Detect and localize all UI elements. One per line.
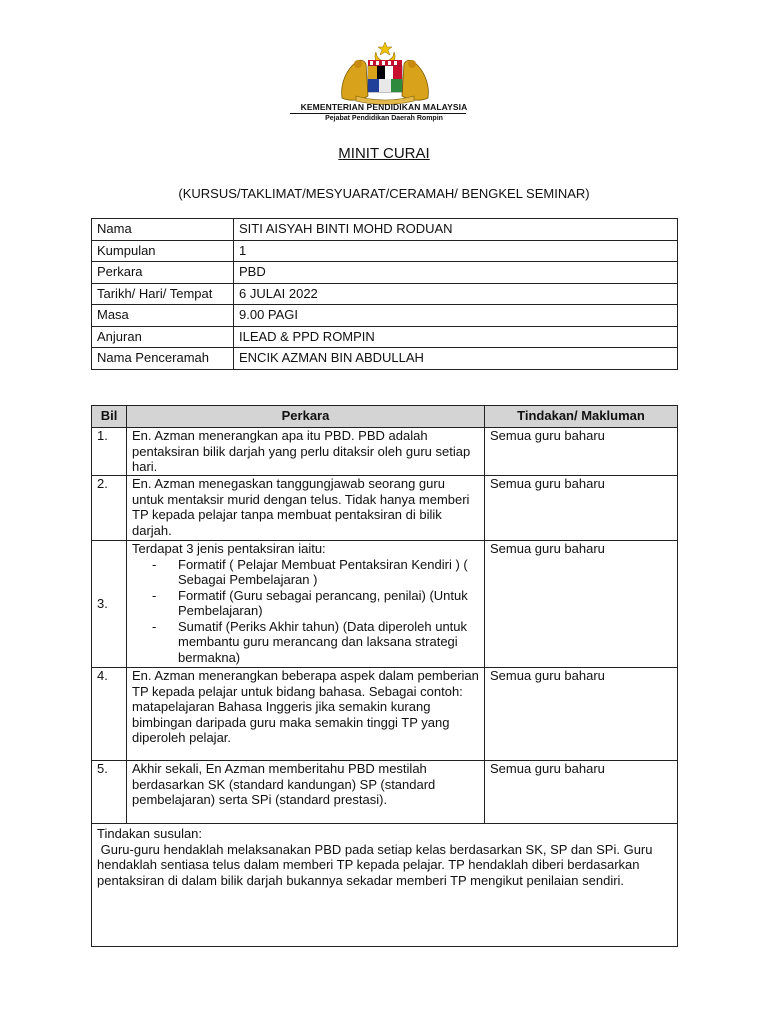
table-row [92, 668, 678, 761]
info-label: Anjuran [92, 326, 234, 348]
info-value: 1 [234, 240, 678, 262]
row-tindakan: Semua guru baharu [485, 476, 678, 541]
row-perkara-intro: Terdapat 3 jenis pentaksiran iaitu: [132, 541, 326, 556]
info-value: PBD [234, 262, 678, 284]
coat-of-arms-icon [336, 40, 434, 106]
list-item: - Formatif ( Pelajar Membuat Pentaksiran Kendiri ) ( Sebagai Pembelajaran ) [132, 557, 479, 588]
row-perkara: En. Azman menerangkan beberapa aspek dalam pemberian TP kepada pelajar untuk bidang bahasa. Sebagai contoh: matapelajaran Bahasa Inggeris jika semakin kurang bimbingan daripada guru maka semakin tinggi TP yang diperoleh pelajar. [127, 668, 485, 761]
table-row [92, 541, 678, 668]
header-divider [290, 113, 466, 114]
info-row-tarikh [92, 283, 678, 305]
info-label: Kumpulan [92, 240, 234, 262]
table-row [92, 476, 678, 541]
header-perkara: Perkara [127, 406, 485, 428]
info-row-perkara [92, 262, 678, 284]
row-tindakan: Semua guru baharu [485, 761, 678, 824]
row-bil: 3. [92, 541, 127, 668]
info-value: ENCIK AZMAN BIN ABDULLAH [234, 348, 678, 370]
row-tindakan: Semua guru baharu [485, 668, 678, 761]
info-row-kumpulan [92, 240, 678, 262]
list-item: - Sumatif (Periks Akhir tahun) (Data diperoleh untuk membantu guru merancang dan laksana strategi bermakna) [132, 619, 479, 666]
page-title: MINIT CURAI [338, 145, 430, 162]
row-perkara [127, 541, 485, 668]
assessment-type-list [132, 557, 479, 666]
info-table [91, 218, 678, 370]
table-row [92, 428, 678, 476]
info-label: Masa [92, 305, 234, 327]
info-label: Tarikh/ Hari/ Tempat [92, 283, 234, 305]
row-perkara: En. Azman menerangkan apa itu PBD. PBD adalah pentaksiran bilik darjah yang perlu ditaksir oleh guru setiap hari. [127, 428, 485, 476]
district-office-name: Pejabat Pendidikan Daerah Rompin [325, 115, 443, 122]
row-bil: 1. [92, 428, 127, 476]
followup-cell [92, 824, 678, 947]
info-row-nama [92, 219, 678, 241]
info-value: 9.00 PAGI [234, 305, 678, 327]
row-tindakan: Semua guru baharu [485, 541, 678, 668]
followup-row [92, 824, 678, 947]
row-perkara: En. Azman menegaskan tanggungjawab seorang guru untuk mentaksir murid dengan telus. Tidak hanya memberi TP kepada pelajar tanpa membuat pentaksiran di bilik darjah. [127, 476, 485, 541]
followup-label: Tindakan susulan: [97, 826, 203, 841]
info-label: Nama Penceramah [92, 348, 234, 370]
header-bil: Bil [92, 406, 127, 428]
info-value: SITI AISYAH BINTI MOHD RODUAN [234, 219, 678, 241]
row-tindakan: Semua guru baharu [485, 428, 678, 476]
row-bil: 5. [92, 761, 127, 824]
row-perkara: Akhir sekali, En Azman memberitahu PBD mestilah berdasarkan SK (standard kandungan) SP (standard pembelajaran) serta SPi (standard prestasi). [127, 761, 485, 824]
info-label: Nama [92, 219, 234, 241]
info-row-penceramah [92, 348, 678, 370]
table-row [92, 761, 678, 824]
page-subtitle: (KURSUS/TAKLIMAT/MESYUARAT/CERAMAH/ BENGKEL SEMINAR) [178, 186, 590, 201]
info-row-masa [92, 305, 678, 327]
header-tindakan: Tindakan/ Makluman [485, 406, 678, 428]
row-bil: 4. [92, 668, 127, 761]
info-value: 6 JULAI 2022 [234, 283, 678, 305]
info-row-anjuran [92, 326, 678, 348]
ministry-name: KEMENTERIAN PENDIDIKAN MALAYSIA [300, 102, 468, 112]
list-item: - Formatif (Guru sebagai perancang, penilai) (Untuk Pembelajaran) [132, 588, 479, 619]
info-value: ILEAD & PPD ROMPIN [234, 326, 678, 348]
followup-text: Guru-guru hendaklah melaksanakan PBD pada setiap kelas berdasarkan SK, SP dan SPi. Guru hendaklah sentiasa telus dalam memberi TP kepada pelajar. TP hendaklah diberi berdasarkan pentaksiran di dalam bilik darjah bukannya sekadar memberi TP mengikut penilaian sendiri. [97, 841, 657, 888]
row-bil: 2. [92, 476, 127, 541]
minutes-header-row [92, 406, 678, 428]
minutes-table [91, 405, 678, 947]
info-label: Perkara [92, 262, 234, 284]
